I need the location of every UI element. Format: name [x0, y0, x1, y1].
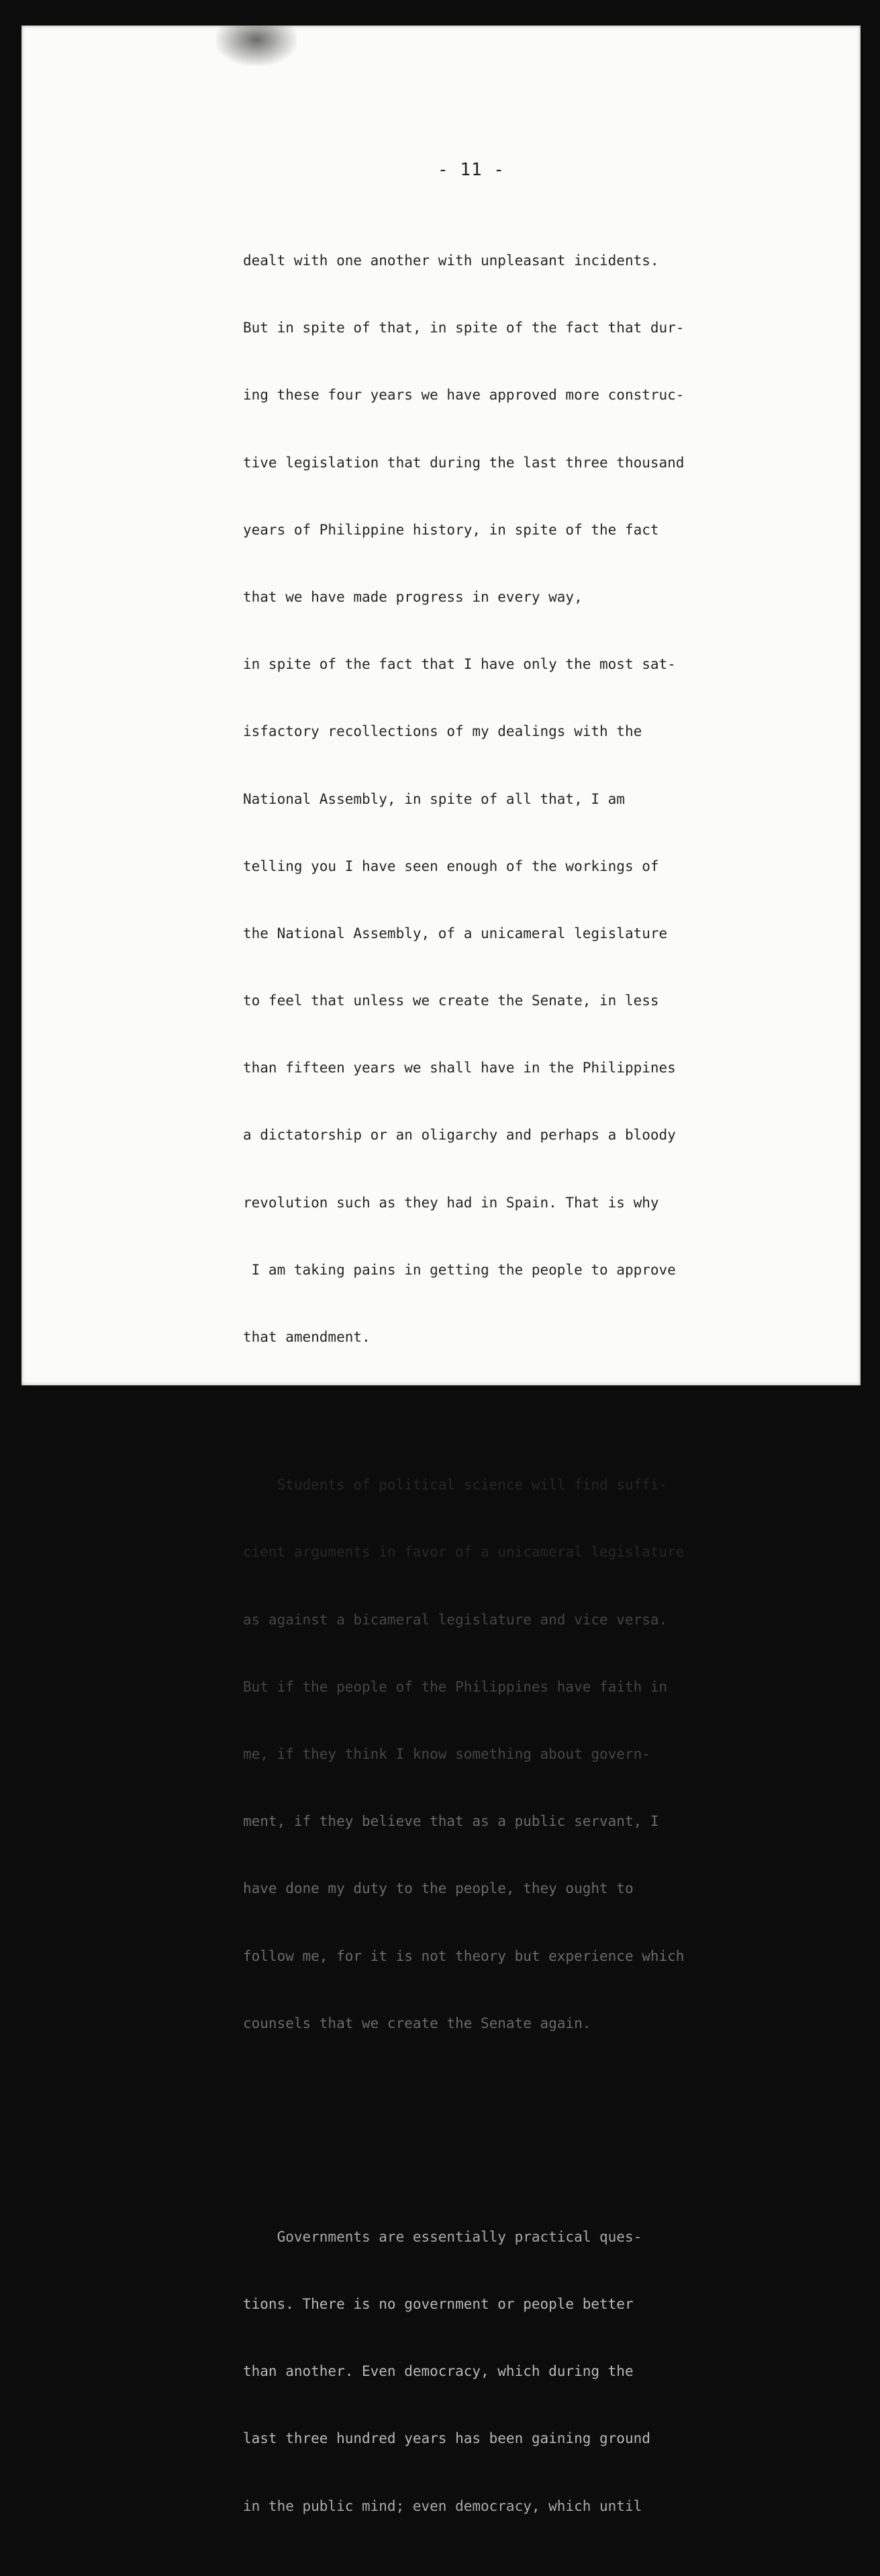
paragraph-3: [243, 2191, 713, 2560]
text-line: telling you I have seen enough of the workings of: [243, 858, 659, 874]
text-line: tions. There is no government or people better: [243, 2296, 634, 2313]
text-line: in spite of the fact that I have only the most sat-: [243, 656, 676, 673]
text-line: ment, if they believe that as a public servant, I: [243, 1813, 659, 1830]
text-line: I am taking pains in getting the people to approve: [243, 1261, 676, 1278]
text-line: ing these four years we have approved more construc-: [243, 387, 685, 404]
paragraph-1: [243, 215, 713, 1391]
text-line: Students of political science will find suffi-: [243, 1477, 668, 1493]
paragraph-gap: [243, 2125, 713, 2143]
text-line: the National Assembly, of a unicameral legislature: [243, 925, 668, 941]
text-line: years of Philippine history, in spite of the fact: [243, 521, 659, 538]
text-line: than fifteen years we shall have in the Philippines: [243, 1060, 676, 1076]
paragraph-2: [243, 1439, 713, 2077]
page-number: - 11 -: [438, 160, 505, 180]
text-line: have done my duty to the people, they ought to: [243, 1880, 634, 1897]
text-line: counsels that we create the Senate again.: [243, 2015, 591, 2031]
text-line: Governments are essentially practical ques-: [243, 2228, 642, 2245]
text-line: But in spite of that, in spite of the fact that dur-: [243, 320, 685, 336]
text-line: dealt with one another with unpleasant incidents.: [243, 252, 659, 269]
text-line: National Assembly, in spite of all that, I am: [243, 790, 625, 807]
text-line: But if the people of the Philippines have faith in: [243, 1678, 668, 1695]
text-line: follow me, for it is not theory but experience which: [243, 1947, 685, 1964]
text-line: that amendment.: [243, 1329, 371, 1345]
ink-smudge: [216, 26, 297, 66]
typed-text-body: [243, 183, 713, 2576]
text-line: as against a bicameral legislature and vice versa.: [243, 1611, 668, 1628]
text-line: than another. Even democracy, which during the: [243, 2363, 634, 2380]
text-line: in the public mind; even democracy, which until: [243, 2497, 642, 2514]
text-line: that we have made progress in every way,: [243, 588, 583, 605]
text-line: a dictatorship or an oligarchy and perhaps a bloody: [243, 1127, 676, 1144]
text-line: revolution such as they had in Spain. That is why: [243, 1194, 659, 1211]
text-line: to feel that unless we create the Senate, in less: [243, 993, 659, 1009]
text-line: cient arguments in favor of a unicameral legislature: [243, 1544, 685, 1561]
text-line: tive legislation that during the last three thousand: [243, 454, 685, 471]
text-line: isfactory recollections of my dealings with the: [243, 723, 642, 740]
text-line: me, if they think I know something about govern-: [243, 1745, 650, 1762]
text-line: last three hundred years has been gaining ground: [243, 2430, 650, 2447]
